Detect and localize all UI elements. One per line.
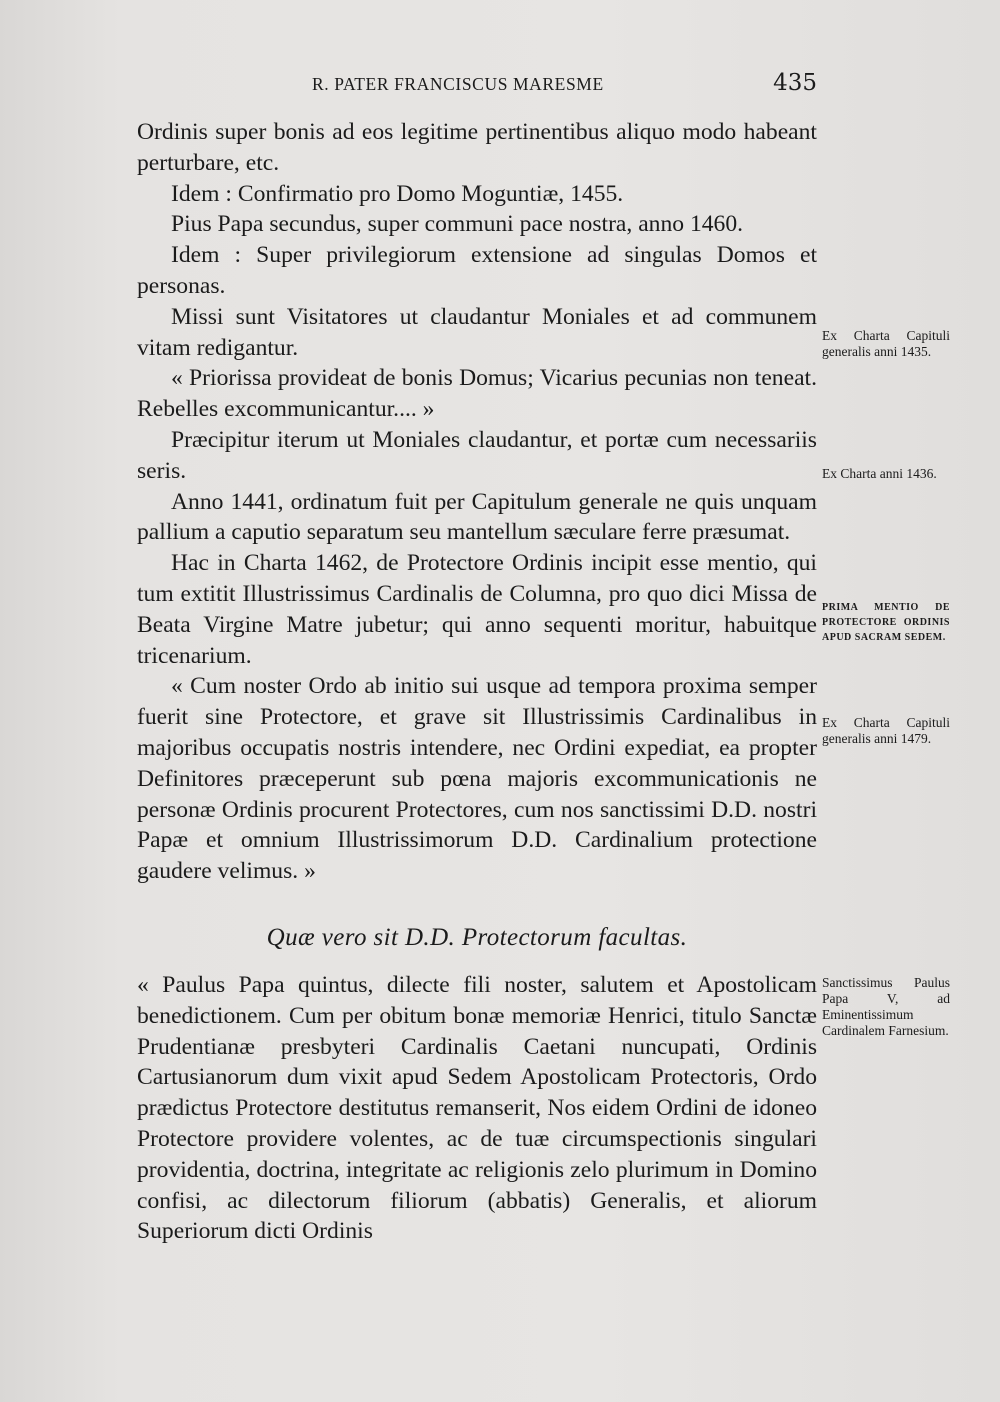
paragraph: Idem : Confirmatio pro Domo Moguntiæ, 1455. [171, 180, 624, 207]
paragraph: « Paulus Papa quintus, dilecte fili noster, salutem et Apostolicam benedictionem. Cum per obitum bonæ memoriæ Henrici, titulo Sanctæ Prudentianæ presbyteri Cardinalis Caetani nuncupati, Ordinis Cartusianorum dum vixit apud Sedem Apostolicam Protectoris, Ordo prædictus Protectore destitutus remanserit, Nos eidem Ordini de idoneo Protectore providere volentes, ac de tuæ circumspectionis singulari providentia, doctrina, integritate ac religionis zelo plurimum in Domino confisi, ac dilectorum filiorum (abbatis) Generalis, et aliorum Superiorum dicti Ordinis [137, 972, 817, 1245]
paragraph: « Cum noster Ordo ab initio sui usque ad tempora proxima semper fuerit sine Protectore, et grave sit Illustrissimis Cardinalibus in majoribus occupatis nostris intendere, nec Ordini expediat, ea propter Definitores præceperunt sub pœna majoris excommunicationis ne personæ Ordinis procurent Protectores, cum nos sanctissimi D.D. nostri Papæ et omnium Illustrissimorum D.D. Cardinalium protectione gaudere velimus. » [137, 673, 817, 885]
margin-note: Ex Charta anni 1436. [822, 466, 937, 481]
paragraph: Missi sunt Visitatores ut claudantur Moniales et ad communem vitam redigantur. [137, 303, 817, 361]
running-title: R. PATER FRANCISCUS MARESME [312, 74, 604, 94]
paragraph: Pius Papa secundus, super communi pace nostra, anno 1460. [171, 211, 744, 238]
paragraph: Hac in Charta 1462, de Protectore Ordinis incipit esse mentio, qui tum extitit Illustrissimus Cardinalis de Columna, pro quo dici Missa de Beata Virgine Matre jubetur; qui anno sequenti moritur, habuitque tricenarium. [137, 550, 817, 669]
paragraph: Anno 1441, ordinatum fuit per Capitulum generale ne quis unquam pallium a caputio separatum seu mantellum sæculare ferre præsumat. [137, 488, 817, 546]
margin-note: PRIMA MENTIO DE PROTECTORE ORDINIS APUD SACRAM SEDEM. [822, 602, 950, 643]
paragraph: Idem : Super privilegiorum extensione ad singulas Domos et personas. [137, 242, 817, 299]
paragraph: Ordinis super bonis ad eos legitime pertinentibus aliquo modo habeant perturbare, etc. [137, 119, 817, 176]
margin-note: Ex Charta Capituli generalis anni 1479. [822, 715, 950, 746]
paragraph: Præcipitur iterum ut Moniales claudantur, et portæ cum necessariis seris. [137, 426, 817, 484]
margin-note: Sanctissimus Paulus Papa V, ad Eminentissimum Cardinalem Farnesium. [822, 975, 950, 1038]
page-header [137, 70, 817, 100]
margin-note: Ex Charta Capituli generalis anni 1435. [822, 328, 950, 359]
page-number: 435 [773, 70, 817, 96]
main-text [137, 117, 817, 887]
section-heading: Quæ vero sit D.D. Protectorum facultas. [266, 924, 688, 951]
main-text-continued [137, 970, 817, 1247]
paragraph: « Priorissa provideat de bonis Domus; Vicarius pecunias non teneat. Rebelles excommunicantur.... » [137, 365, 817, 423]
